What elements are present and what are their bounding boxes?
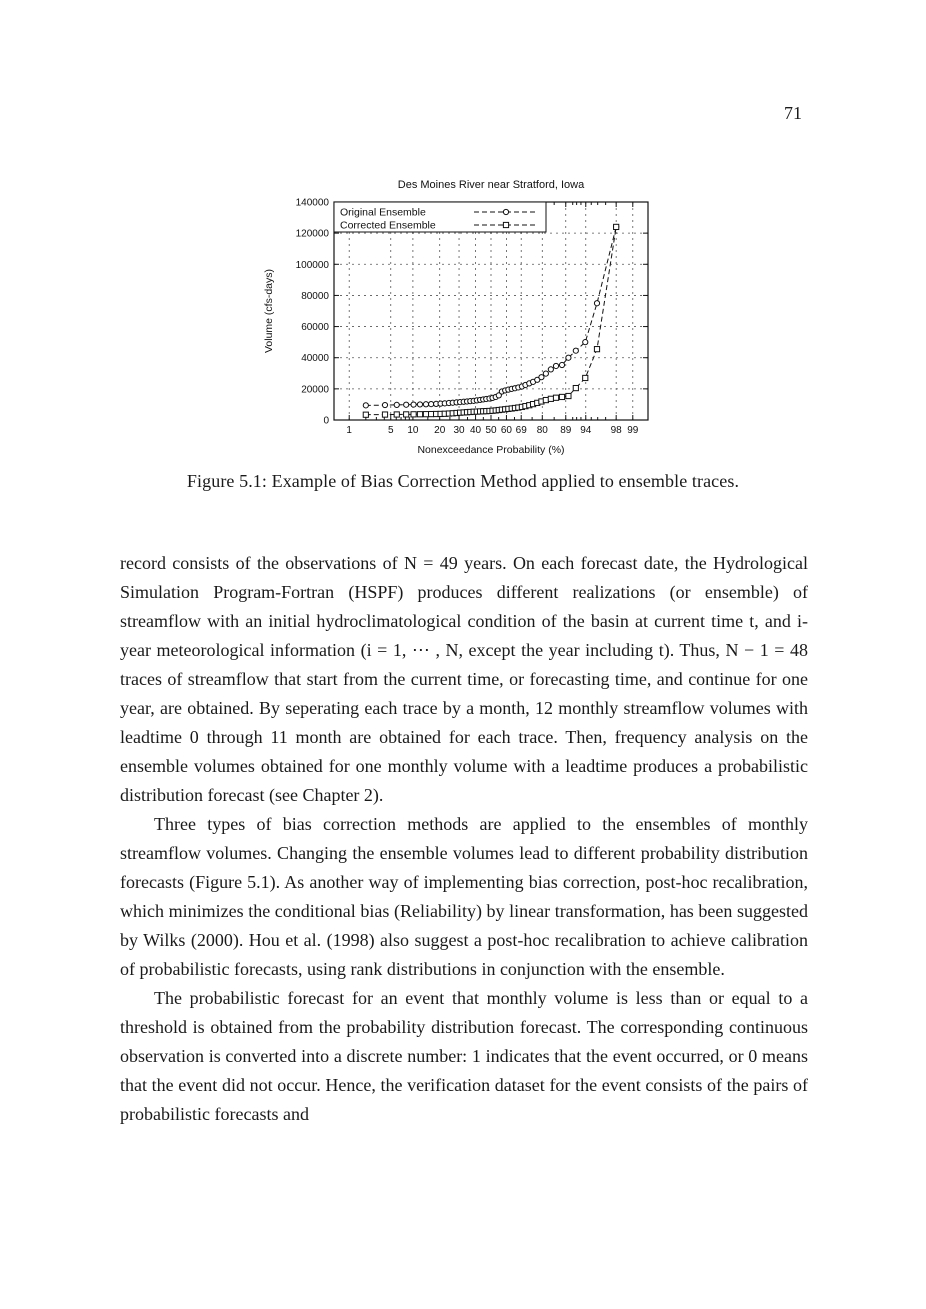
x-axis-label: Nonexceedance Probability (%) — [417, 444, 565, 456]
svg-text:100000: 100000 — [295, 259, 329, 271]
svg-text:120000: 120000 — [295, 228, 329, 240]
svg-text:94: 94 — [580, 425, 592, 436]
body-text — [120, 549, 808, 1129]
svg-text:69: 69 — [515, 425, 527, 436]
svg-text:40: 40 — [469, 425, 482, 436]
chart-title: Des Moines River near Stratford, Iowa — [397, 179, 585, 191]
figure-caption: Figure 5.1: Example of Bias Correction Method applied to ensemble traces. — [186, 471, 740, 491]
paragraph: Three types of bias correction methods are applied to the ensembles of monthly streamflow volumes. Changing the ensemble volumes lead to different probability distribution forecasts (Figure 5.1). As another way of implementing bias correction, post-hoc recalibration, which minimizes the conditional bias (Reliability) by linear transformation, has been suggested by Wilks (2000). Hou et al. (1998) also suggest a post-hoc recalibration to achieve calibration of probabilistic forecasts, using rank distributions in conjunction with the ensemble. — [120, 814, 808, 979]
svg-text:89: 89 — [560, 425, 572, 436]
page-number: 71 — [784, 103, 802, 123]
paragraph: The probabilistic forecast for an event that monthly volume is less than or equal to a threshold is obtained from the probability distribution forecast. The corresponding continuous observation is converted into a discrete number: 1 indicates that the event occurred, or 0 means that the event did not occur. Hence, the verification dataset for the event consists of the pairs of probabilistic forecasts and — [120, 988, 808, 1124]
svg-text:0: 0 — [323, 415, 329, 427]
grid — [334, 202, 648, 420]
svg-text:140000: 140000 — [295, 197, 329, 209]
svg-text:50: 50 — [485, 425, 497, 436]
svg-text:10: 10 — [407, 425, 419, 436]
y-axis-label: Volume (cfs-days) — [263, 268, 275, 354]
legend — [334, 202, 546, 232]
svg-text:Corrected Ensemble: Corrected Ensemble — [340, 219, 436, 232]
ensemble-chart — [258, 176, 668, 476]
svg-text:60: 60 — [500, 425, 513, 436]
svg-text:5: 5 — [387, 425, 394, 436]
svg-text:80: 80 — [536, 425, 548, 436]
paragraph: record consists of the observations of N = 49 years. On each forecast date, the Hydrological Simulation Program-Fortran (HSPF) produces different realizations (or ensemble) of streamflow with an initial hydroclimatological condition of the basin at current time t, and i-year meteorological information (i = 1, ⋯ , N, except the year including t). Thus, N − 1 = 48 traces of streamflow that start from the current time, or forecasting time, and continue for one year, are obtained. By seperating each trace by a month, 12 monthly streamflow volumes with leadtime 0 through 11 month are obtained for each trace. Then, frequency analysis on the ensemble volumes obtained for one monthly volume with a leadtime produces a probabilistic distribution forecast (see Chapter 2). — [120, 553, 808, 805]
svg-text:80000: 80000 — [301, 290, 329, 302]
svg-text:40000: 40000 — [301, 353, 329, 365]
svg-text:99: 99 — [627, 425, 639, 436]
svg-text:60000: 60000 — [301, 322, 329, 334]
svg-text:30: 30 — [453, 425, 465, 436]
svg-text:Original Ensemble: Original Ensemble — [340, 206, 426, 219]
svg-text:1: 1 — [346, 425, 352, 436]
svg-text:20: 20 — [434, 425, 446, 436]
figure — [258, 176, 668, 476]
svg-text:20000: 20000 — [301, 384, 329, 396]
svg-text:98: 98 — [610, 425, 622, 436]
